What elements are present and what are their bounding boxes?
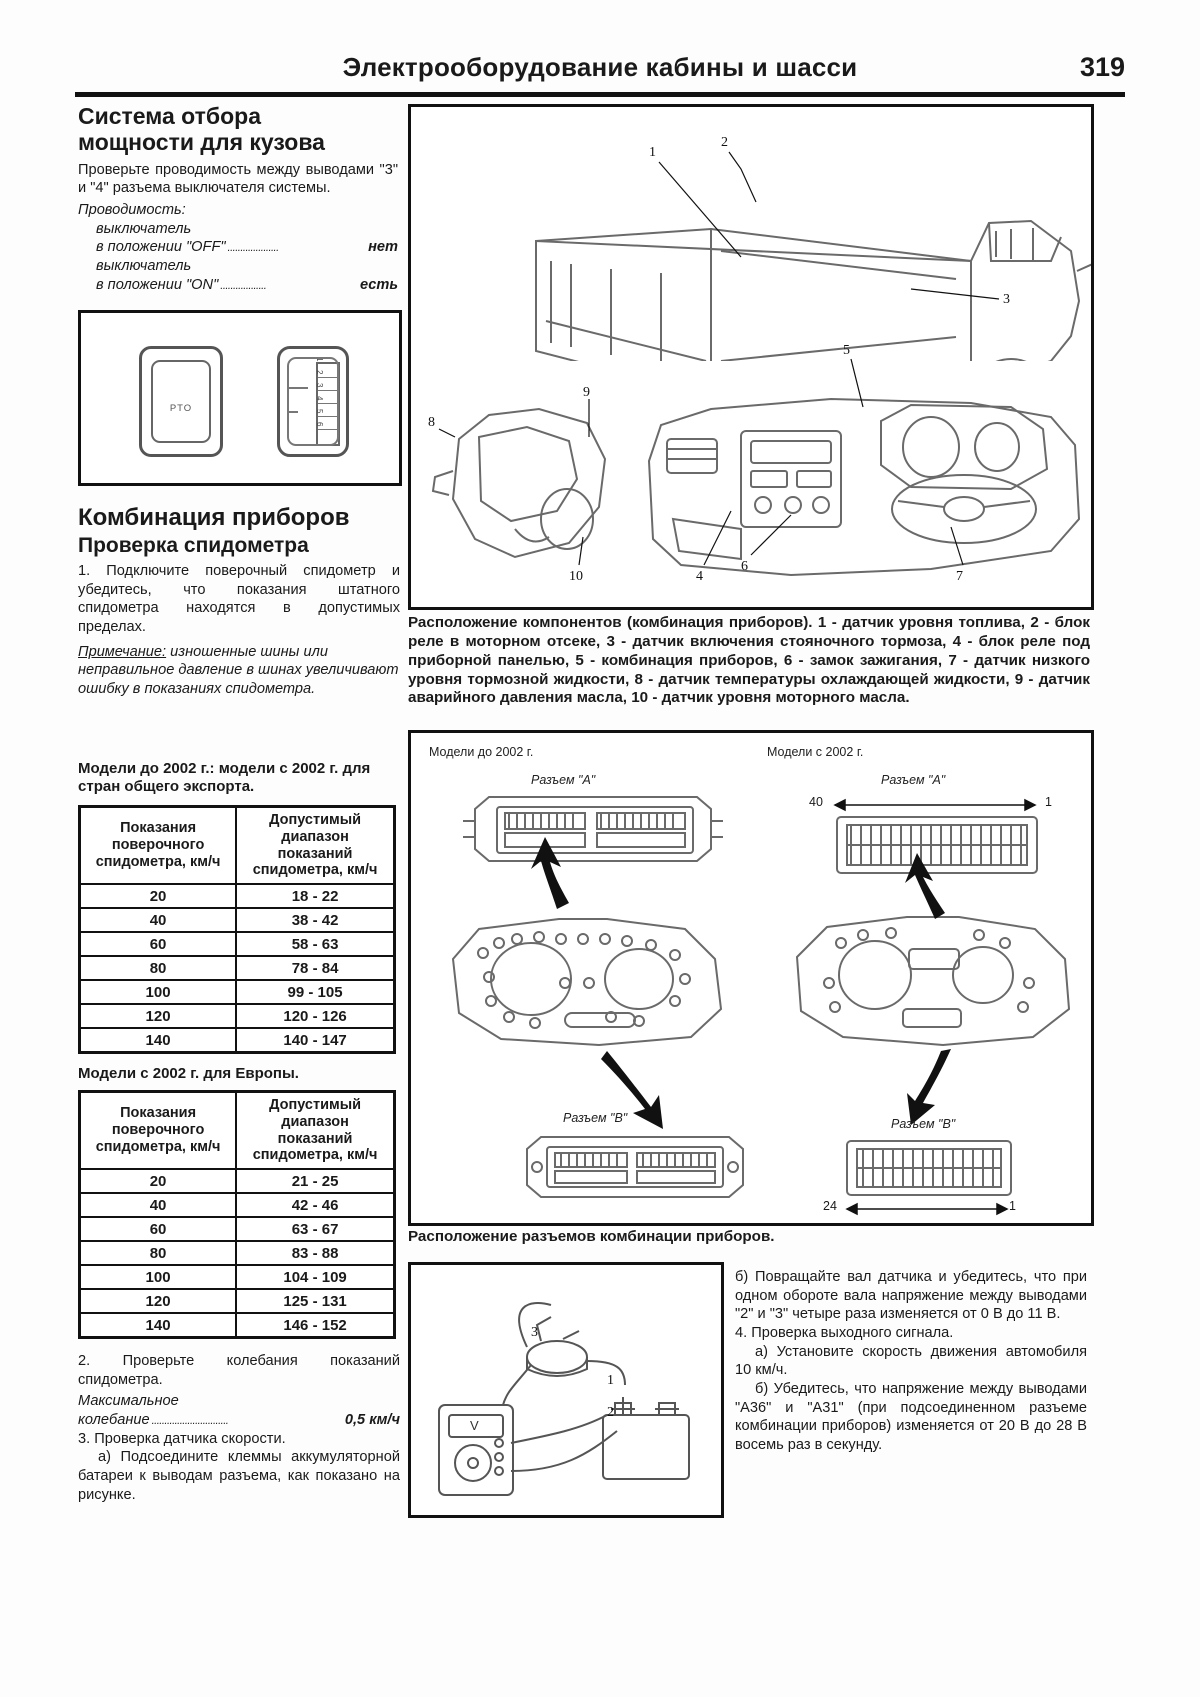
table-row: 40 38 - 42 [80, 908, 395, 932]
spec-conductivity-label: Проводимость: [78, 201, 186, 218]
note-label: Примечание: [78, 643, 167, 660]
table-row: 20 18 - 22 [80, 884, 395, 908]
table-header-row [80, 1092, 395, 1170]
cluster-step-2: 2. Проверьте колебания показаний спидометра. [78, 1353, 400, 1388]
pto-switch-figure [78, 310, 402, 486]
svg-text:V: V [470, 1418, 479, 1433]
connector-a-right-pin-start: 40 [809, 795, 823, 809]
table2-col1-header: Показания поверочного спидометра, км/ч [80, 1092, 237, 1170]
note-text: изношенные шины или неправильное давление в шинах увеличивают ошибку в показаниях спидометра. [78, 643, 399, 698]
table1-col1-header: Показания поверочного спидометра, км/ч [80, 807, 237, 885]
connector-group-right-title: Модели с 2002 г. [767, 745, 864, 759]
connector-group-left-title: Модели до 2002 г. [429, 745, 534, 759]
table2-col2-header: Допустимый диапазон показаний спидометра, км/ч [236, 1092, 394, 1170]
meter-leader-number-3: 3 [531, 1325, 538, 1340]
connector-b-right-pin-end: 1 [1009, 1199, 1016, 1213]
connector-a-left-label: Разъем "A" [531, 773, 596, 787]
table-row: 100 99 - 105 [80, 980, 395, 1004]
table-row: 20 21 - 25 [80, 1169, 395, 1193]
speed-sensor-wiring-drawing [411, 1265, 721, 1515]
spec-row-off-dots: .................... [227, 242, 279, 255]
spec-row-on-dots: .................. [220, 279, 267, 292]
connector-location-figure [408, 730, 1094, 1226]
leader-number-9: 9 [583, 385, 590, 400]
table-row: 140 146 - 152 [80, 1313, 395, 1338]
connector-b-right-label: Разъем "B" [891, 1117, 956, 1131]
page-title: Электрооборудование кабины и шасси [342, 52, 858, 82]
section-pto-title-line1: Система отбора [78, 103, 262, 129]
pin-number-5: 5 [315, 409, 324, 414]
page-number: 319 [1079, 52, 1125, 82]
spec-fluctuation-line1: Максимальное [78, 1393, 179, 1410]
leader-number-5: 5 [843, 343, 850, 358]
section-cluster-subtitle: Проверка спидометра [78, 533, 309, 557]
left-column [78, 104, 398, 294]
spec-row-on-name1: выключатель [96, 257, 192, 274]
table-row: 80 83 - 88 [80, 1241, 395, 1265]
spec-row-on [96, 257, 398, 294]
sensor-step-4b: б) Убедитесь, что напряжение между выводами "А36" и "А31" (при подсоединенном разъеме комбинации приборов) изменяется от 20 В до 28 В восемь раз в секунду. [735, 1381, 1087, 1454]
pto-connector-icon [277, 346, 349, 457]
spec-row-off-name1: выключатель [96, 220, 192, 237]
spec-row-off-name2: в положении "OFF" [96, 239, 226, 256]
cluster-step-3a: а) Подсоедините клеммы аккумуляторной батареи к выводам разъема, как показано на рисунке. [78, 1449, 400, 1503]
pin-number-2: 2 [315, 370, 324, 375]
cluster-step-3: 3. Проверка датчика скорости. [78, 1430, 286, 1447]
connector-a-right-pin-end: 1 [1045, 795, 1052, 809]
leader-number-2: 2 [721, 135, 728, 150]
spec-fluctuation-value: 0,5 км/ч [344, 1412, 400, 1429]
connector-b-right-pin-start: 24 [823, 1199, 837, 1213]
table2-caption: Модели с 2002 г. для Европы. [78, 1065, 299, 1082]
component-location-caption: Расположение компонентов (комбинация приборов). 1 - датчик уровня топлива, 2 - блок реле в моторном отсеке, 3 - датчик включения стояночного тормоза, 4 - блок реле под приборной панелью, 5 - комбинация приборов, 6 - замок зажигания, 7 - датчик низкого уровня тормозной жидкости, 8 - датчик температуры охлаждающей жидкости, 9 - датчик аварийного давления масла, 10 - датчик уровня моторного масла. [408, 614, 1090, 707]
cluster-step-1: 1. Подключите поверочный спидометр и убедитесь, что показания штатного спидометра находятся в допустимых пределах. [78, 563, 400, 636]
table-row: 140 140 - 147 [80, 1028, 395, 1053]
spec-fluctuation-dots: .............................. [151, 1415, 229, 1428]
table-header-row [80, 807, 395, 885]
table-row: 120 120 - 126 [80, 1004, 395, 1028]
connector-location-caption: Расположение разъемов комбинации приборов. [408, 1228, 775, 1245]
table-row: 40 42 - 46 [80, 1193, 395, 1217]
pto-connector-pins [316, 362, 340, 446]
section-cluster [78, 505, 400, 699]
leader-number-4: 4 [696, 569, 703, 584]
pin-number-1: 1 [315, 357, 324, 362]
sensor-step-4: 4. Проверка выходного сигнала. [735, 1325, 954, 1342]
leader-number-1: 1 [649, 145, 656, 160]
table1-caption: Модели до 2002 г.: модели с 2002 г. для стран общего экспорта. [78, 760, 371, 795]
pto-rocker-switch-icon [139, 346, 223, 457]
connector-b-left-drawing [515, 1133, 765, 1203]
meter-leader-number-1: 1 [607, 1373, 614, 1388]
dashboard-leader-lines [411, 107, 1091, 607]
component-location-figure [408, 104, 1094, 610]
sensor-step-3b: б) Повращайте вал датчика и убедитесь, что при одном обороте вала напряжение между выводами "2" и "3" четыре раза изменяется от 0 В до 11 В. [735, 1269, 1087, 1323]
left-bottom-text [78, 1352, 400, 1504]
pto-switch-label: PTO [169, 403, 193, 414]
table-row: 100 104 - 109 [80, 1265, 395, 1289]
leader-number-8: 8 [428, 415, 435, 430]
speed-sensor-test-figure [408, 1262, 724, 1518]
section-pto-title [78, 104, 398, 156]
leader-number-10: 10 [569, 569, 583, 584]
page-header [75, 52, 1125, 94]
table-row: 120 125 - 131 [80, 1289, 395, 1313]
meter-leader-number-2: 2 [607, 1405, 614, 1420]
sensor-step-4a: а) Установите скорость движения автомобиля 10 км/ч. [735, 1343, 1087, 1379]
section-pto-body: Проверьте проводимость между выводами "3" и "4" разъема выключателя системы. [78, 161, 398, 197]
table-row: 60 63 - 67 [80, 1217, 395, 1241]
table-row: 80 78 - 84 [80, 956, 395, 980]
spec-fluctuation-line2: колебание [78, 1412, 150, 1429]
pin-number-6: 6 [315, 422, 324, 427]
section-pto-title-line2: мощности для кузова [78, 128, 325, 155]
leader-number-7: 7 [956, 569, 963, 584]
connector-b-right-drawing [841, 1137, 1021, 1207]
pin-number-3: 3 [315, 383, 324, 388]
header-divider [75, 92, 1125, 97]
connector-b-left-label: Разъем "B" [563, 1111, 628, 1125]
spec-row-off-value: нет [368, 239, 398, 256]
right-bottom-text [735, 1268, 1087, 1455]
spec-row-on-value: есть [359, 276, 398, 293]
leader-number-6: 6 [741, 559, 748, 574]
spec-row-off [96, 220, 398, 257]
table-row: 60 58 - 63 [80, 932, 395, 956]
leader-number-3: 3 [1003, 292, 1010, 307]
connector-b-right-pin-arrow [839, 1199, 1039, 1219]
pin-number-4: 4 [315, 396, 324, 401]
speedometer-table-europe [78, 1090, 396, 1339]
table1-col2-header: Допустимый диапазон показаний спидометра, км/ч [236, 807, 394, 885]
speedometer-table-export [78, 805, 396, 1054]
spec-row-on-name2: в положении "ON" [96, 276, 219, 293]
section-cluster-title: Комбинация приборов [78, 504, 350, 531]
connector-a-right-label: Разъем "A" [881, 773, 946, 787]
